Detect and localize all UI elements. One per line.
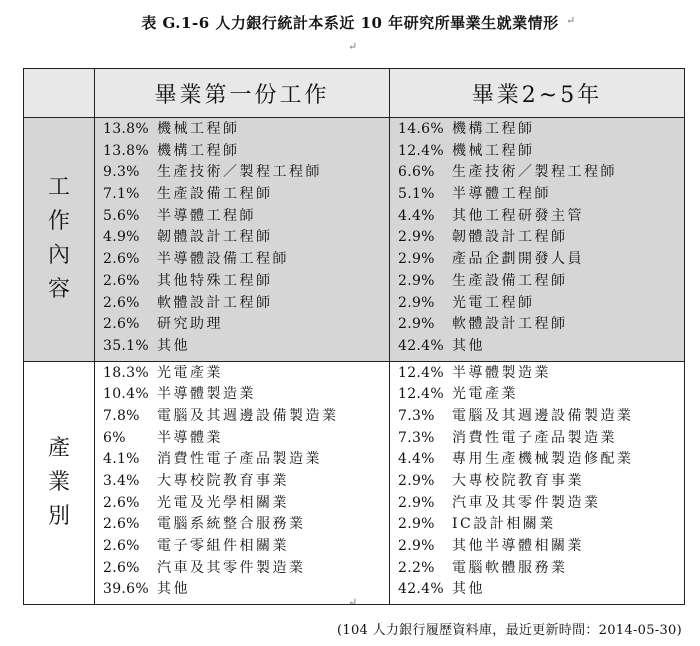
category-name: 專用生產機械製造修配業 <box>452 451 634 468</box>
section-label-char: 容 <box>47 277 70 303</box>
category-name: 其他工程研發主管 <box>452 207 584 224</box>
list-item <box>103 184 389 206</box>
section-label-char: 業 <box>47 469 70 495</box>
percentage: 2.6% <box>103 251 140 268</box>
category-name: 韌體設計工程師 <box>452 229 568 246</box>
list-item <box>103 271 389 293</box>
list-item <box>103 162 389 184</box>
percentage: 7.3% <box>398 407 435 424</box>
category-name: 電腦及其週邊設備製造業 <box>157 407 339 424</box>
list-item <box>103 293 389 315</box>
percentage: 9.3% <box>103 164 140 181</box>
list-item <box>398 471 684 493</box>
category-name: 電腦系統整合服務業 <box>157 516 306 533</box>
category-name: 軟體設計工程師 <box>157 294 273 311</box>
category-name: 光電產業 <box>452 386 518 403</box>
paragraph-mark: ↵ <box>566 14 576 27</box>
category-name: 研究助理 <box>157 316 223 333</box>
paragraph-mark: ↵ <box>348 596 358 609</box>
years-2-5-list <box>390 361 685 605</box>
category-name: 其他 <box>452 581 485 598</box>
percentage: 2.6% <box>103 494 140 511</box>
list-item <box>103 249 389 271</box>
list-item <box>103 558 389 580</box>
years-2-5-list <box>390 118 685 362</box>
percentage: 42.4% <box>398 337 444 354</box>
list-item <box>398 184 684 206</box>
corner-cell <box>24 69 95 118</box>
list-item <box>103 536 389 558</box>
list-item <box>398 162 684 184</box>
category-name: 產品企劃開發人員 <box>452 251 584 268</box>
category-name: 生產技術／製程工程師 <box>452 164 617 181</box>
list-item <box>398 406 684 428</box>
list-item <box>398 493 684 515</box>
percentage: 4.4% <box>398 207 435 224</box>
header-first-job: 畢業第一份工作 <box>95 69 390 118</box>
category-name: 機構工程師 <box>452 121 535 137</box>
category-name: 其他半導體相關業 <box>452 538 584 555</box>
percentage: 35.1% <box>103 337 149 354</box>
category-name: 半導體設備工程師 <box>157 251 289 268</box>
first-job-list <box>95 118 390 362</box>
section-label-char: 別 <box>47 503 70 529</box>
category-name: 汽車及其零件製造業 <box>157 559 306 576</box>
percentage: 7.8% <box>103 407 140 424</box>
list-item <box>398 449 684 471</box>
list-item <box>103 514 389 536</box>
section-label-char: 工 <box>47 175 70 201</box>
percentage: 7.3% <box>398 429 435 446</box>
list-item <box>398 363 684 385</box>
category-name: 韌體設計工程師 <box>157 229 273 246</box>
category-name: 消費性電子產品製造業 <box>452 429 617 446</box>
percentage: 2.2% <box>398 559 435 576</box>
percentage: 2.9% <box>398 251 435 268</box>
list-item <box>398 293 684 315</box>
list-item <box>103 363 389 385</box>
section-label-job-content <box>24 118 95 362</box>
list-item <box>103 449 389 471</box>
percentage: 10.4% <box>103 386 149 403</box>
percentage: 2.9% <box>398 494 435 511</box>
list-item <box>398 314 684 336</box>
list-item <box>103 493 389 515</box>
list-item <box>398 249 684 271</box>
list-item <box>398 206 684 228</box>
list-item <box>398 579 684 601</box>
list-item <box>103 428 389 450</box>
percentage: 2.9% <box>398 516 435 533</box>
percentage: 2.9% <box>398 473 435 489</box>
percentage: 42.4% <box>398 581 444 598</box>
section-row-industry <box>24 361 685 605</box>
category-name: 電腦軟體服務業 <box>452 559 568 576</box>
percentage: 12.4% <box>398 386 444 403</box>
category-name: 機械工程師 <box>452 142 535 159</box>
table-caption: 表 G.1-6 人力銀行統計本系近 10 年研究所畢業生就業情形 <box>141 14 559 32</box>
percentage: 6.6% <box>398 164 435 181</box>
list-item <box>398 536 684 558</box>
category-name: 機構工程師 <box>157 142 240 159</box>
list-item <box>103 206 389 228</box>
employment-table <box>23 68 685 605</box>
percentage: 2.9% <box>398 294 435 311</box>
percentage: 6% <box>103 429 126 446</box>
category-name: 其他 <box>157 581 190 598</box>
category-name: 生產設備工程師 <box>157 186 273 203</box>
percentage: 4.1% <box>103 451 140 468</box>
section-label-char: 產 <box>47 435 70 461</box>
section-label-char: 作 <box>47 209 70 235</box>
category-name: 汽車及其零件製造業 <box>452 494 601 511</box>
percentage: 13.8% <box>103 142 149 159</box>
percentage: 4.4% <box>398 451 435 468</box>
category-name: 半導體業 <box>157 429 223 446</box>
category-name: 光電工程師 <box>452 294 535 311</box>
percentage: 2.6% <box>103 272 140 289</box>
list-item <box>103 314 389 336</box>
list-item <box>103 141 389 163</box>
percentage: 2.9% <box>398 272 435 289</box>
category-name: 消費性電子產品製造業 <box>157 451 322 468</box>
section-label-char: 內 <box>47 243 70 269</box>
percentage: 39.6% <box>103 581 149 598</box>
list-item <box>398 428 684 450</box>
percentage: 2.9% <box>398 316 435 333</box>
list-item <box>398 141 684 163</box>
category-name: 大專校院教育事業 <box>452 473 584 489</box>
category-name: 軟體設計工程師 <box>452 316 568 333</box>
percentage: 14.6% <box>398 121 444 137</box>
header-years-2-5: 畢業2~5年 <box>390 69 685 118</box>
category-name: 生產設備工程師 <box>452 272 568 289</box>
list-item <box>398 514 684 536</box>
percentage: 18.3% <box>103 364 149 381</box>
percentage: 2.6% <box>103 538 140 555</box>
percentage: 5.1% <box>398 186 435 203</box>
list-item <box>398 271 684 293</box>
percentage: 4.9% <box>103 229 140 246</box>
category-name: 大專校院教育事業 <box>157 473 289 489</box>
paragraph-mark: ↵ <box>348 40 358 53</box>
list-item <box>103 384 389 406</box>
list-item <box>103 119 389 141</box>
list-item <box>103 471 389 493</box>
section-row-job-content <box>24 118 685 362</box>
list-item <box>103 406 389 428</box>
list-item <box>398 227 684 249</box>
source-note: (104 人力銀行履歷資料庫，最近更新時間：2014-05-30) <box>337 623 682 638</box>
list-item <box>103 227 389 249</box>
percentage: 5.6% <box>103 207 140 224</box>
percentage: 2.6% <box>103 294 140 311</box>
percentage: 13.8% <box>103 121 149 137</box>
category-name: 其他 <box>157 337 190 354</box>
category-name: 半導體工程師 <box>452 186 551 203</box>
percentage: 12.4% <box>398 142 444 159</box>
percentage: 2.9% <box>398 229 435 246</box>
category-name: 光電產業 <box>157 364 223 381</box>
list-item <box>398 384 684 406</box>
category-name: 半導體製造業 <box>452 364 551 381</box>
list-item <box>103 579 389 601</box>
category-name: 半導體製造業 <box>157 386 256 403</box>
category-name: 電子零組件相關業 <box>157 538 289 555</box>
percentage: 2.6% <box>103 316 140 333</box>
category-name: 半導體工程師 <box>157 207 256 224</box>
percentage: 12.4% <box>398 364 444 381</box>
category-name: 光電及光學相關業 <box>157 494 289 511</box>
category-name: 其他 <box>452 337 485 354</box>
percentage: 2.9% <box>398 538 435 555</box>
category-name: 生產技術／製程工程師 <box>157 164 322 181</box>
header-row <box>24 69 685 118</box>
first-job-list <box>95 361 390 605</box>
list-item <box>103 336 389 358</box>
category-name: 機械工程師 <box>157 121 240 137</box>
percentage: 2.6% <box>103 559 140 576</box>
list-item <box>398 558 684 580</box>
list-item <box>398 119 684 141</box>
list-item <box>398 336 684 358</box>
percentage: 2.6% <box>103 516 140 533</box>
category-name: 電腦及其週邊設備製造業 <box>452 407 634 424</box>
category-name: 其他特殊工程師 <box>157 272 273 289</box>
percentage: 7.1% <box>103 186 140 203</box>
percentage: 3.4% <box>103 473 140 489</box>
category-name: IC設計相關業 <box>452 516 556 533</box>
section-label-industry <box>24 361 95 605</box>
